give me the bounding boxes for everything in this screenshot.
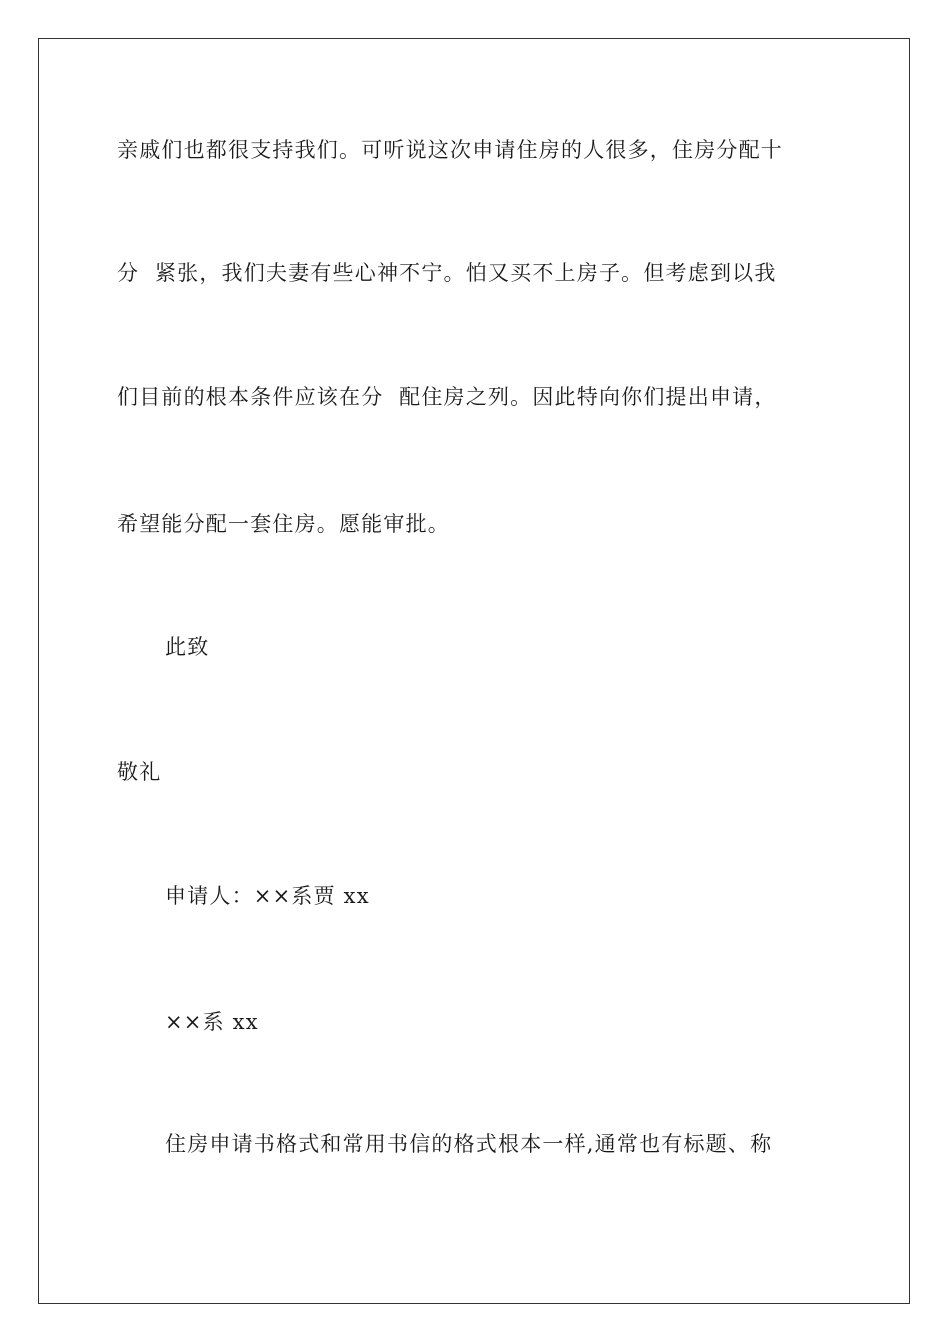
closing-salutation: 此致 — [165, 635, 210, 659]
body-text-line-1: 亲戚们也都很支持我们。可听说这次申请住房的人很多，住房分配十 — [117, 138, 783, 162]
closing-respect: 敬礼 — [117, 760, 162, 784]
body-text-line-4: 希望能分配一套住房。愿能审批。 — [117, 512, 450, 536]
format-note-line: 住房申请书格式和常用书信的格式根本一样,通常也有标题、称 — [165, 1132, 773, 1156]
body-text-line-2: 分 紧张，我们夫妻有些心神不宁。怕又买不上房子。但考虑到以我 — [117, 261, 777, 285]
applicant-signature: 申请人：××系贾 xx — [165, 884, 370, 908]
body-text-line-3: 们目前的根本条件应该在分 配住房之列。因此特向你们提出申请， — [117, 385, 777, 409]
page-frame — [38, 38, 910, 1304]
applicant-department: ××系 xx — [165, 1010, 259, 1034]
